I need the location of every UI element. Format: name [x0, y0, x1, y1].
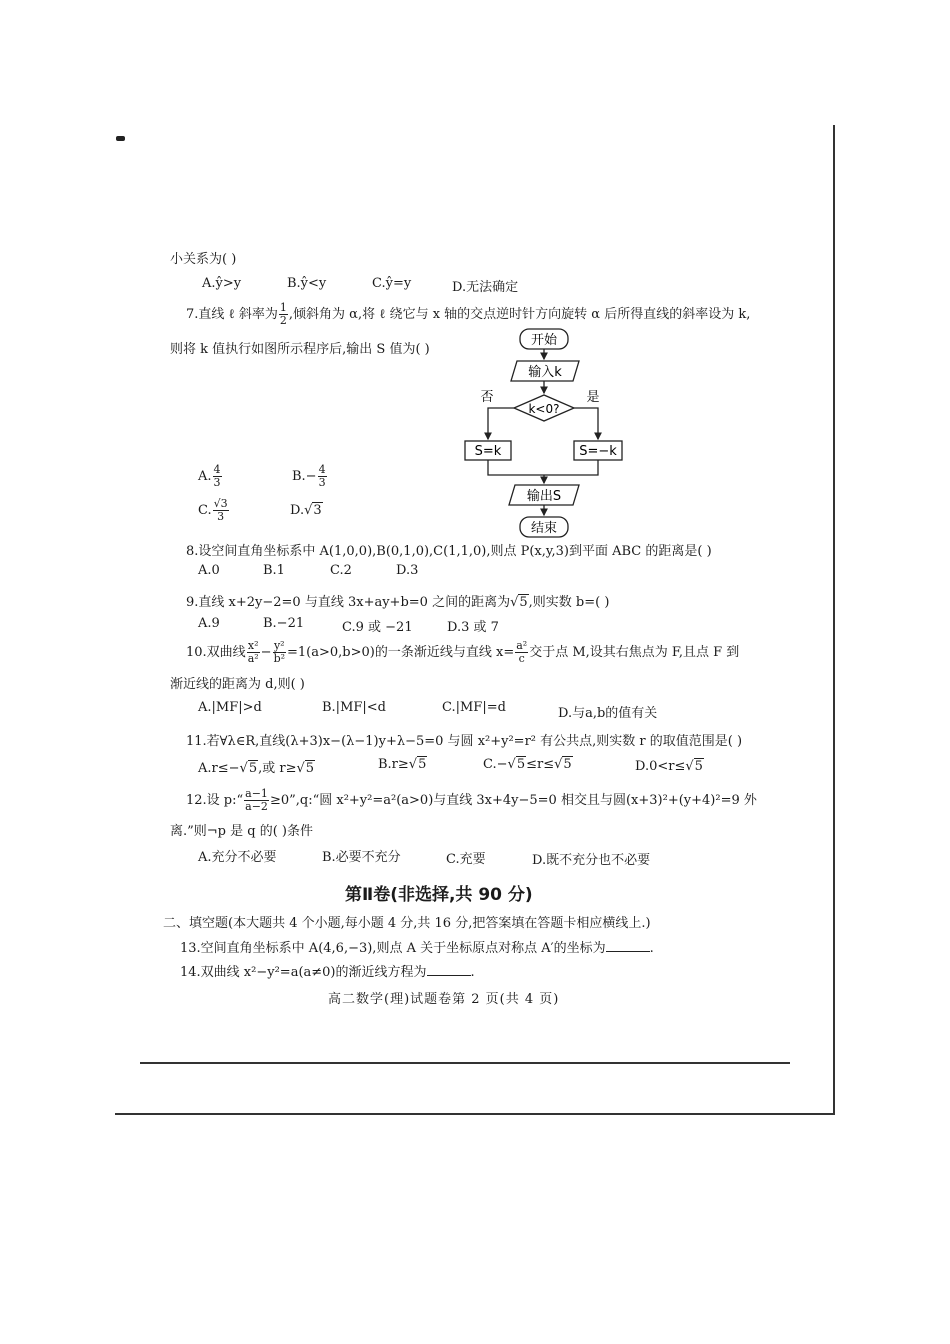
flow-left-text: S=k: [474, 444, 502, 459]
q7-option-b-frac: [318, 464, 327, 489]
q7-option-b-den: 3: [318, 476, 326, 489]
q10-frac2-den: b²: [273, 652, 286, 665]
q12-option-c: C.充要: [446, 852, 486, 867]
q7-option-a: [198, 464, 223, 489]
q8-stem: 8.设空间直角坐标系中 A(1,0,0),B(0,1,0),C(1,1,0),则点 P(x,y,3)到平面 ABC 的距离是( ): [186, 544, 712, 559]
flow-yes-label: 是: [586, 390, 600, 405]
q11-stem: 11.若∀λ∈R,直线(λ+3)x−(λ−1)y+λ−5=0 与圆 x²+y²=r² 有公共点,则实数 r 的取值范围是( ): [186, 734, 743, 749]
q7-option-c-num: √3: [213, 497, 228, 510]
q7-option-d-label: D.: [290, 503, 305, 518]
q10-frac1: [247, 640, 260, 665]
q10-frac2: [273, 640, 286, 665]
q11-option-d-sqrt: 5: [694, 759, 703, 774]
q14-text: 14.双曲线 x²−y²=a(a≠0)的渐近线方程为: [180, 965, 427, 980]
bottom-rule-2: [115, 1113, 835, 1115]
q6-option-b: B.ŷ<y: [287, 276, 327, 291]
q8-option-b: B.1: [263, 563, 285, 578]
q11-option-a: A.r≤−√5,或 r≥√5: [198, 761, 315, 776]
q10-option-c: C.|MF|=d: [442, 700, 506, 715]
part-2-header: 二、填空题(本大题共 4 个小题,每小题 4 分,共 16 分,把答案填在答题卡相应横线上.): [163, 916, 651, 931]
q11-option-c-mid: ≤r≤: [526, 757, 555, 772]
flow-start-text: 开始: [530, 333, 558, 348]
q11-option-a-mid: ,或 r≥: [258, 761, 297, 776]
q7-fraction: [279, 302, 288, 327]
q7-option-b: [292, 464, 328, 489]
q7-option-c: [198, 498, 230, 523]
q7-option-c-frac: [213, 498, 229, 523]
q11-option-a-sqrt2: 5: [305, 761, 315, 776]
q7-option-c-den: 3: [217, 510, 225, 523]
q7-option-a-den: 3: [213, 476, 221, 489]
bottom-rule-1: [140, 1062, 790, 1064]
q13-stem: 13.空间直角坐标系中 A(4,6,−3),则点 A 关于坐标原点对称点 A′的坐标为 .: [180, 941, 654, 956]
q11-option-b: B.r≥√5: [378, 757, 427, 772]
q12-line2: 离.”则¬p 是 q 的( )条件: [170, 824, 313, 839]
q7-line2: 则将 k 值执行如图所示程序后,输出 S 值为( ): [170, 342, 430, 357]
q10-suffix: 交于点 M,设其右焦点为 F,且点 F 到: [529, 645, 740, 660]
q12-frac: [244, 788, 269, 813]
q14-stem: 14.双曲线 x²−y²=a(a≠0)的渐近线方程为 .: [180, 965, 475, 980]
flow-right-text: S=−k: [579, 444, 617, 459]
q11-option-a-sqrt1: 5: [248, 761, 258, 776]
q10-option-a: A.|MF|>d: [198, 700, 262, 715]
flow-end-text: 结束: [530, 521, 558, 536]
flow-input-text: 输入k: [528, 365, 562, 380]
q10-option-b: B.|MF|<d: [322, 700, 386, 715]
q10-frac3-num: a²: [516, 639, 528, 652]
q12-line1: [186, 788, 757, 813]
right-border-line: [833, 125, 835, 1113]
q13-answer-blank: [606, 951, 650, 952]
q10-frac2-num: y²: [273, 639, 285, 652]
q9-option-d: D.3 或 7: [447, 620, 499, 635]
q8-option-d: D.3: [396, 563, 419, 578]
q9-stem-suffix: ,则实数 b=( ): [528, 595, 610, 610]
q11-option-c-sqrt2: 5: [563, 757, 572, 772]
q10-frac3-den: c: [518, 652, 525, 665]
q7-frac-den: 2: [279, 314, 287, 327]
q9-sqrt: 5: [519, 595, 528, 610]
q7-option-b-num: 4: [318, 463, 326, 476]
q11-option-c: C.−√5≤r≤√5: [483, 757, 572, 772]
flow-output-text: 输出S: [526, 489, 562, 504]
q7-option-d: D.√3: [290, 503, 322, 518]
q7-option-a-num: 4: [213, 463, 221, 476]
q12-frac-den: a−2: [245, 800, 268, 813]
q10-frac3: [515, 640, 528, 665]
q8-option-c: C.2: [330, 563, 352, 578]
q7-option-c-label: C.: [198, 503, 212, 518]
q7-option-a-frac: [213, 464, 222, 489]
q13-text: 13.空间直角坐标系中 A(4,6,−3),则点 A 关于坐标原点对称点 A′的坐标为: [180, 941, 606, 956]
flow-no-label: 否: [480, 390, 494, 405]
q7-suffix: ,倾斜角为 α,将 ℓ 绕它与 x 轴的交点逆时针方向旋转 α 后所得直线的斜率设为 k,: [288, 307, 751, 322]
q6-option-c: C.ŷ=y: [372, 276, 412, 291]
q7-prefix: 7.直线 ℓ 斜率为: [186, 307, 278, 322]
flow-decision-text: k<0?: [528, 402, 560, 416]
q11-option-d-pre: D.0<r≤: [635, 759, 686, 774]
q6-stem: 小关系为( ): [170, 252, 237, 267]
scan-mark: [116, 136, 125, 141]
q12-option-a: A.充分不必要: [198, 850, 277, 865]
q12-option-b: B.必要不充分: [322, 850, 401, 865]
q10-line1: [186, 640, 739, 665]
q12-middle: ≥0”,q:“圆 x²+y²=a²(a>0)与直线 3x+4y−5=0 相交且与圆(x+3)²+(y+4)²=9 外: [269, 793, 757, 808]
q11-option-c-pre: C.−: [483, 757, 508, 772]
q12-frac-num: a−1: [245, 787, 268, 800]
q10-prefix: 10.双曲线: [186, 645, 246, 660]
q7-option-a-label: A.: [198, 469, 212, 484]
section-2-title: 第Ⅱ卷(非选择,共 90 分): [345, 885, 533, 905]
q11-option-b-pre: B.r≥: [378, 757, 409, 772]
page-footer: 高二数学(理)试题卷第 2 页(共 4 页): [328, 992, 560, 1007]
q7-line1: [186, 302, 750, 327]
q9-stem-prefix: 9.直线 x+2y−2=0 与直线 3x+ay+b=0 之间的距离为: [186, 595, 511, 610]
q10-line2: 渐近线的距离为 d,则( ): [170, 677, 305, 692]
flowchart: [455, 325, 635, 545]
q7-frac-num: 1: [279, 301, 287, 314]
q12-option-d: D.既不充分也不必要: [532, 853, 651, 868]
q9-stem: 9.直线 x+2y−2=0 与直线 3x+ay+b=0 之间的距离为√5,则实数 b=( ): [186, 595, 610, 610]
q10-frac1-den: a²: [247, 652, 259, 665]
q6-option-a: A.ŷ>y: [202, 276, 242, 291]
q11-option-d: D.0<r≤√5: [635, 759, 703, 774]
q10-option-d: D.与a,b的值有关: [558, 706, 658, 721]
q6-option-d: D.无法确定: [452, 280, 519, 295]
q10-minus: −: [260, 645, 272, 660]
q9-option-b: B.−21: [263, 616, 305, 631]
q12-prefix: 12.设 p:“: [186, 793, 244, 808]
q10-frac1-num: x²: [247, 639, 259, 652]
q9-option-c: C.9 或 −21: [342, 620, 413, 635]
q11-option-c-sqrt1: 5: [516, 757, 526, 772]
q11-option-b-sqrt: 5: [418, 757, 427, 772]
q9-option-a: A.9: [198, 616, 220, 631]
q7-option-b-label: B.−: [292, 469, 317, 484]
q11-option-a-pre: A.r≤−: [198, 761, 240, 776]
q8-option-a: A.0: [198, 563, 220, 578]
q14-answer-blank: [427, 975, 471, 976]
q10-middle: =1(a>0,b>0)的一条渐近线与直线 x=: [287, 645, 515, 660]
q7-option-d-sqrt: 3: [313, 503, 322, 518]
